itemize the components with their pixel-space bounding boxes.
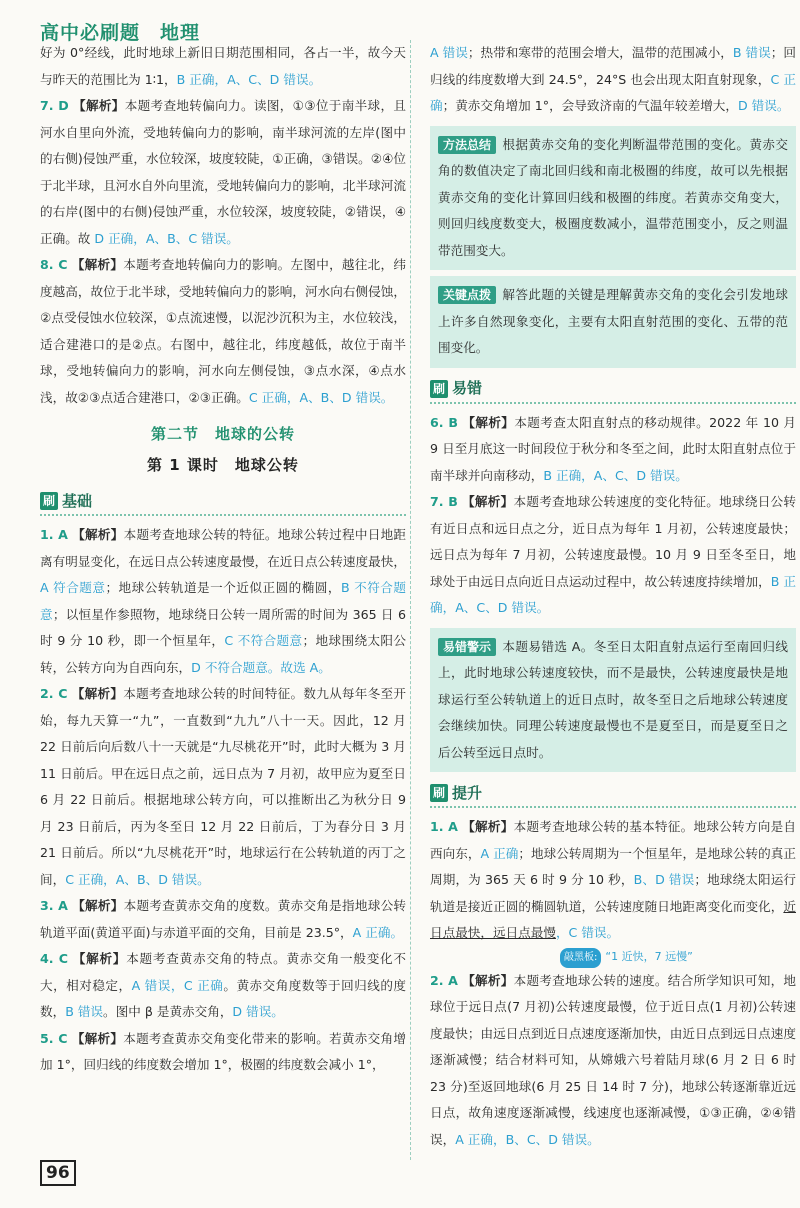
- method-summary-label: 方法总结: [438, 136, 496, 154]
- basic-answer-3: 3. A 【解析】本题考查黄赤交角的度数。黄赤交角是指地球公转轨道平面(黄道平面)与赤道平面的交角，目前是 23.5°，A 正确。: [40, 898, 407, 940]
- knock-blackboard-note: 敲黑板: “1 近快，7 远慢”: [560, 947, 796, 968]
- key-point-box: 关键点拨 解答此题的关键是理解黄赤交角的变化会引发地球上许多自然现象变化，主要有太阳直射范围的变化、五带的范围变化。: [430, 276, 796, 368]
- continued-answer: 好为 0°经线，此时地球上新旧日期范围相同，各占一半，故今天与昨天的范围比为 1∶1，B 正确，A、C、D 错误。: [40, 45, 406, 87]
- error-answer-6: 6. B 【解析】本题考查太阳直射点的移动规律。2022 年 10 月 9 日至月底这一时间段位于秋分和冬至之间，此时太阳直射点位于南半球并向南移动，B 正确，A、C、D 错误。: [430, 414, 797, 483]
- band-label: 提升: [452, 783, 483, 802]
- band-basic: [40, 488, 406, 516]
- right-column: [430, 40, 796, 1153]
- brush-icon: 刷: [430, 380, 448, 398]
- left-column: [40, 40, 406, 1079]
- brush-icon: 刷: [430, 784, 448, 802]
- band-advanced: [430, 780, 796, 808]
- error-answer-7: 7. B 【解析】本题考查地球公转速度的变化特征。地球绕日公转有近日点和远日点之分，近日点为每年 1 月初，公转速度最快；远日点为每年 7 月初，公转速度最慢。10 月 9 日至冬至日，地球处于由远日点向近日点运动过程中，故公转速度持续增加，B 正确，A、C、D 错误。: [430, 494, 797, 615]
- brush-icon: 刷: [40, 492, 58, 510]
- advanced-answer-2: 2. A 【解析】本题考查地球公转的速度。结合所学知识可知，地球位于远日点(7 月初)公转速度最慢，位于近日点(1 月初)公转速度最快；由远日点到近日点速度逐渐加快，由近日点到远日点速度逐渐减慢；结合材料可知，从嫦娥六号着陆月球(6 月 2 日 6 时 23 分)至返回地球(6 月 25 日 14 时 7 分)，地球公转逐渐靠近远日点，故角速度逐渐减慢，线速度也逐渐减慢，①③正确，②④错误，A 正确，B、C、D 错误。: [430, 972, 797, 1147]
- band-error-prone: [430, 376, 796, 404]
- basic-answer-1: 1. A 【解析】本题考查地球公转的特征。地球公转过程中日地距离有明显变化，在远日点公转速度最慢，在近日点公转速度最快，A 符合题意；地球公转轨道是一个近似正圆的椭圆，B 不符合题意；以恒星作参照物，地球绕日公转一周所需的时间为 365 日 6 时 9 分 10 秒，即一个恒星年，C 不符合题意；地球围绕太阳公转，公转方向为自西向东，D 不符合题意。故选 A。: [40, 527, 407, 675]
- band-label: 易错: [452, 379, 483, 398]
- answer-7: 7. D 【解析】本题考查地转偏向力。读图，①③位于南半球，且河水自里向外流，受地转偏向力的影响，南半球河流的左岸(图中的右侧)侵蚀严重，水位较深，坡度较陡，①正确，③错误。②④位于北半球，且河水自外向里流，受地转偏向力的影响，北半球河流的右岸(图中的右侧)侵蚀严重，水位较深，坡度较陡，②错误，④正确。故 D 正确，A、B、C 错误。: [40, 98, 406, 246]
- key-point-label: 关键点拨: [438, 286, 496, 304]
- column-divider: [410, 40, 411, 1160]
- basic-answer-5: 5. C 【解析】本题考查黄赤交角变化带来的影响。若黄赤交角增加 1°，回归线的纬度数会增加 1°，极圈的纬度数会减小 1°，: [40, 1030, 406, 1072]
- knock-blackboard-icon: 敲黑板:: [560, 948, 601, 968]
- lesson-title: 第 1 课时 地球公转: [147, 455, 299, 474]
- section-title: 第二节 地球的公转: [150, 425, 295, 443]
- error-warning-box: 易错警示 本题易错选 A。冬至日太阳直射点运行至南回归线上，此时地球公转速度较快，而不是最快，公转速度最快是地球运行至公转轨道上的近日点时，故冬至日之后地球公转速度会继续加快。同理公转速度最慢也不是夏至日，而是夏至日之后公转至远日点时。: [430, 628, 796, 773]
- method-summary-box: 方法总结 根据黄赤交角的变化判断温带范围的变化。黄赤交角的数值决定了南北回归线和南北极圈的纬度，故可以先根据黄赤交角的变化计算回归线和极圈的纬度。若黄赤交角变大，则回归线度数变大，极圈度数减小，温带范围变小，反之则温带范围变大。: [430, 126, 796, 271]
- error-warning-label: 易错警示: [438, 638, 496, 656]
- page-number: 96: [40, 1160, 76, 1186]
- basic-answer-2: 2. C 【解析】本题考查地球公转的时间特征。数九从每年冬至开始，每九天算一“九”，一直数到“九九”八十一天。因此，12 月 22 日前后向后数八十一天就是“九尽桃花开”时，此时大概为 3 月 11 日前后。甲在远日点之前，远日点为 7 月初，故甲应为夏至日 6 月 22 日前后。根据地球公转方向，可以推断出乙为秋分日 9 月 23 日前后，丙为冬至日 12 月 22 日前后，丁为春分日 3 月 21 日前后。所以“九尽桃花开”时，地球运行在公转轨道的丙丁之间，C 正确，A、B、D 错误。: [40, 686, 406, 887]
- answer-8: 8. C 【解析】本题考查地转偏向力的影响。左图中，越往北，纬度越高，故位于北半球，受地转偏向力的影响，河水向右侧侵蚀，②点受侵蚀水位较深，①点流速慢，以泥沙沉积为主，水位较浅，适合建港口的是②点。右图中，越往北，纬度越低，故位于南半球，受地转偏向力的影响，河水向左侧侵蚀，③点水深，④点水浅，故②③点适合建港口，②③正确。C 正确，A、B、D 错误。: [40, 257, 406, 405]
- continued-answer-5: A 错误；热带和寒带的范围会增大，温带的范围减小，B 错误；回归线的纬度数增大到 24.5°，24°S 也会出现太阳直射现象，C 正确；黄赤交角增加 1°，会导致济南的气温年较差增大，D 错误。: [430, 45, 796, 113]
- advanced-answer-1: 1. A 【解析】本题考查地球公转的基本特征。地球公转方向是自西向东，A 正确；地球公转周期为一个恒星年，是地球公转的真正周期，为 365 天 6 时 9 分 10 秒，B、D 错误；地球绕太阳运行轨道是接近正圆的椭圆轨道，公转速度随日地距离变化而变化，近日点最快，远日点最慢，C 错误。: [430, 819, 797, 940]
- basic-answer-4: 4. C 【解析】本题考查黄赤交角的特点。黄赤交角一般变化不大，相对稳定，A 错误，C 正确。黄赤交角度数等于回归线的度数，B 错误。图中 β 是黄赤交角，D 错误。: [40, 951, 407, 1019]
- page-header-title: 高中必刷题 地理: [40, 22, 201, 44]
- band-label: 基础: [62, 491, 93, 510]
